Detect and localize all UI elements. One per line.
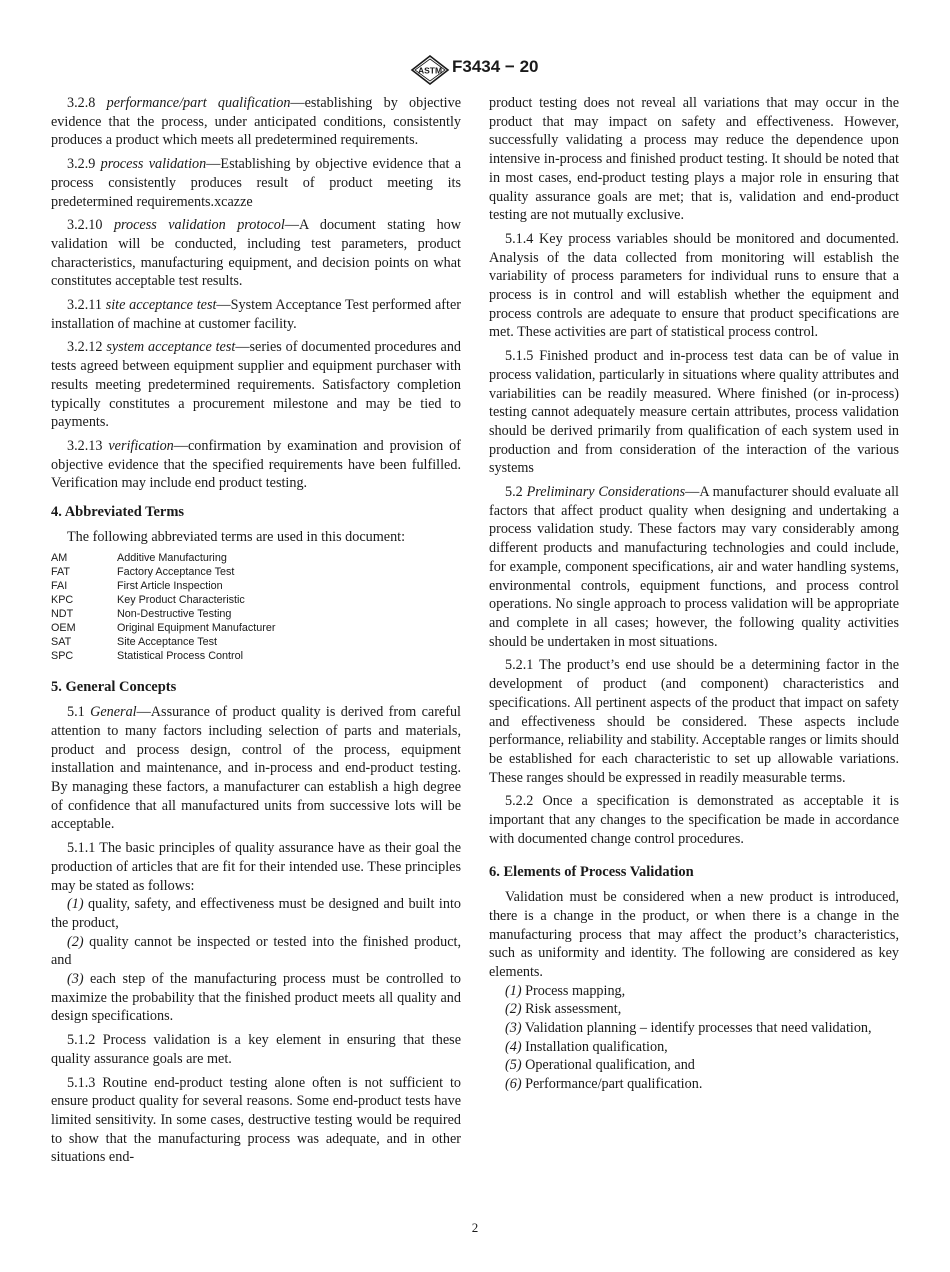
standard-designation: F3434 − 20 bbox=[452, 57, 539, 76]
list-item: (2) quality cannot be inspected or tested into the finished product, and bbox=[51, 933, 461, 969]
list-item: (1) Process mapping, bbox=[505, 982, 626, 999]
astm-logo-icon bbox=[410, 55, 450, 85]
abbreviation-row: KPC Key Product Characteristic bbox=[51, 594, 245, 607]
list-item: (3) each step of the manufacturing process must be controlled to maximize the probability that the finished product meets all quality and design specifications. bbox=[51, 971, 461, 1025]
abbreviation-row: NDT Non-Destructive Testing bbox=[51, 608, 232, 621]
definition-3-2-8: 3.2.8 performance/part qualification—establishing by objective evidence that the process, under anticipated conditions, consistently produces a product which meets all predetermined requirements. bbox=[51, 95, 462, 149]
list-item: (3) Validation planning – identify processes that need validation, bbox=[505, 1020, 872, 1037]
paragraph-5-2: 5.2 Preliminary Considerations—A manufacturer should evaluate all factors that affect product quality when designing and undertaking a process validation study. These factors may vary considerably among different products and manufacturing technologies and could include, for example, component specifications, air and water handling systems, environmental controls, equipment functions, and process control operations. No single approach to process validation will be appropriate and complete in all cases; however, the following quality activities should be undertaken in most situations. bbox=[489, 484, 899, 650]
abbreviation-row: AM Additive Manufacturing bbox=[51, 552, 227, 565]
abbreviation-row: SPC Statistical Process Control bbox=[51, 650, 244, 663]
left-column bbox=[51, 94, 461, 1172]
definition-3-2-10: 3.2.10 process validation protocol—A document stating how validation will be conducted, including test parameters, product characteristics, manufacturing equipment, and decision points on what constitutes acceptable test results. bbox=[51, 217, 462, 290]
section-4-heading: 4. Abbreviated Terms bbox=[51, 504, 185, 521]
paragraph-5-1: 5.1 General—Assurance of product quality is derived from careful attention to many factors including selection of parts and materials, product and process design, control of the process, equipment installation and maintenance, and in-process and end-product testing. By managing these factors, a manufacturer can establish a high degree of confidence that all manufactured units from successive lots will be acceptable. bbox=[51, 704, 461, 833]
paragraph-5-1-3-continued: product testing does not reveal all variations that may occur in the product that may impact on safety and effectiveness. However, successfully validating a process may reduce the dependence upon intensive in-process and finished product testing. It should be noted that in most cases, end-product testing plays a major role in ensuring that quality assurance goals are met; that is, validation and end-product testing are not mutually exclusive. bbox=[489, 95, 899, 224]
paragraph-5-1-2: 5.1.2 Process validation is a key element in ensuring that these quality assurance goals are met. bbox=[51, 1032, 461, 1067]
abbreviation-row: FAI First Article Inspection bbox=[51, 580, 223, 593]
section-6-intro: Validation must be considered when a new product is introduced, there is a change in the product, or when there is a change in the manufacturing process that may affect the product’s characteristics, such as uniformity and identity. The following are considered as key elements. bbox=[489, 889, 899, 980]
section-6-heading: 6. Elements of Process Validation bbox=[489, 864, 694, 881]
logo-lettering: ASTM bbox=[417, 65, 443, 76]
abbreviation-row: OEM Original Equipment Manufacturer bbox=[51, 622, 276, 635]
list-item: (4) Installation qualification, bbox=[505, 1038, 668, 1055]
list-item: (2) Risk assessment, bbox=[505, 1001, 622, 1018]
abbreviations-table bbox=[51, 551, 275, 663]
paragraph-5-2-1: 5.2.1 The product’s end use should be a determining factor in the development of product (and component) characteristics and specifications. All pertinent aspects of the product that impact on safety and effectiveness should be considered. These aspects include performance, reliability and stability. Acceptable ranges or limits should be established for each characteristic to set up allowable variations. These ranges should be expressed in readily measurable terms. bbox=[489, 657, 899, 786]
definition-3-2-9: 3.2.9 process validation—Establishing by objective evidence that a process consistently produces result of product meeting its predetermined requirements.xcazze bbox=[51, 156, 461, 210]
section-4-intro: The following abbreviated terms are used in this document: bbox=[67, 528, 406, 545]
list-item: (5) Operational qualification, and bbox=[505, 1057, 695, 1074]
page-header bbox=[0, 55, 950, 85]
page-number: 2 bbox=[471, 1220, 479, 1235]
right-column bbox=[489, 94, 899, 1094]
abbreviation-row: SAT Site Acceptance Test bbox=[51, 636, 218, 649]
abbreviation-row: FAT Factory Acceptance Test bbox=[51, 566, 235, 579]
paragraph-5-1-4: 5.1.4 Key process variables should be monitored and documented. Analysis of the data collected from monitoring will establish the variability of process parameters for individual runs to ensure that a process is in control and will establish whether the equipment and process controls are adequate to ensure that product specifications are met. These activities are part of statistical process control. bbox=[489, 230, 899, 341]
definition-3-2-12: 3.2.12 system acceptance test—series of documented procedures and tests agreed between equipment supplier and equipment purchaser with results meeting predetermined requirements. Satisfactory completion typically constitutes a procurement milestone and may be tied to payments. bbox=[51, 339, 462, 431]
paragraph-5-2-2: 5.2.2 Once a specification is demonstrated as acceptable it is important that any changes to the specification be made in accordance with documented change control procedures. bbox=[489, 793, 899, 847]
paragraph-5-1-5: 5.1.5 Finished product and in-process test data can be of value in process validation, particularly in situations where quality attributes and variabilities can be readily measured. Where finished (or in-process) testing cannot adequately measure certain attributes, process validation should be derived primarily from qualification of each system used in production and from consideration of the interaction of the various systems bbox=[489, 348, 899, 477]
section-5-heading: 5. General Concepts bbox=[51, 679, 177, 696]
paragraph-5-1-3: 5.1.3 Routine end-product testing alone often is not sufficient to ensure product quality for several reasons. Some end-product tests have limited sensitivity. In some cases, destructive testing would be required to show that the manufacturing process was adequate, and in other situations end- bbox=[51, 1074, 461, 1166]
list-item: (1) quality, safety, and effectiveness must be designed and built into the product, bbox=[51, 896, 461, 931]
definition-3-2-11: 3.2.11 site acceptance test—System Acceptance Test performed after installation of machine at customer facility. bbox=[51, 297, 461, 332]
definition-3-2-13: 3.2.13 verification—confirmation by examination and provision of objective evidence that the specified requirements have been fulfilled. Verification may include end product testing. bbox=[51, 437, 461, 492]
list-item: (6) Performance/part qualification. bbox=[505, 1076, 703, 1093]
paragraph-5-1-1: 5.1.1 The basic principles of quality assurance have as their goal the production of articles that are fit for their intended use. These principles may be stated as follows: bbox=[51, 840, 461, 894]
